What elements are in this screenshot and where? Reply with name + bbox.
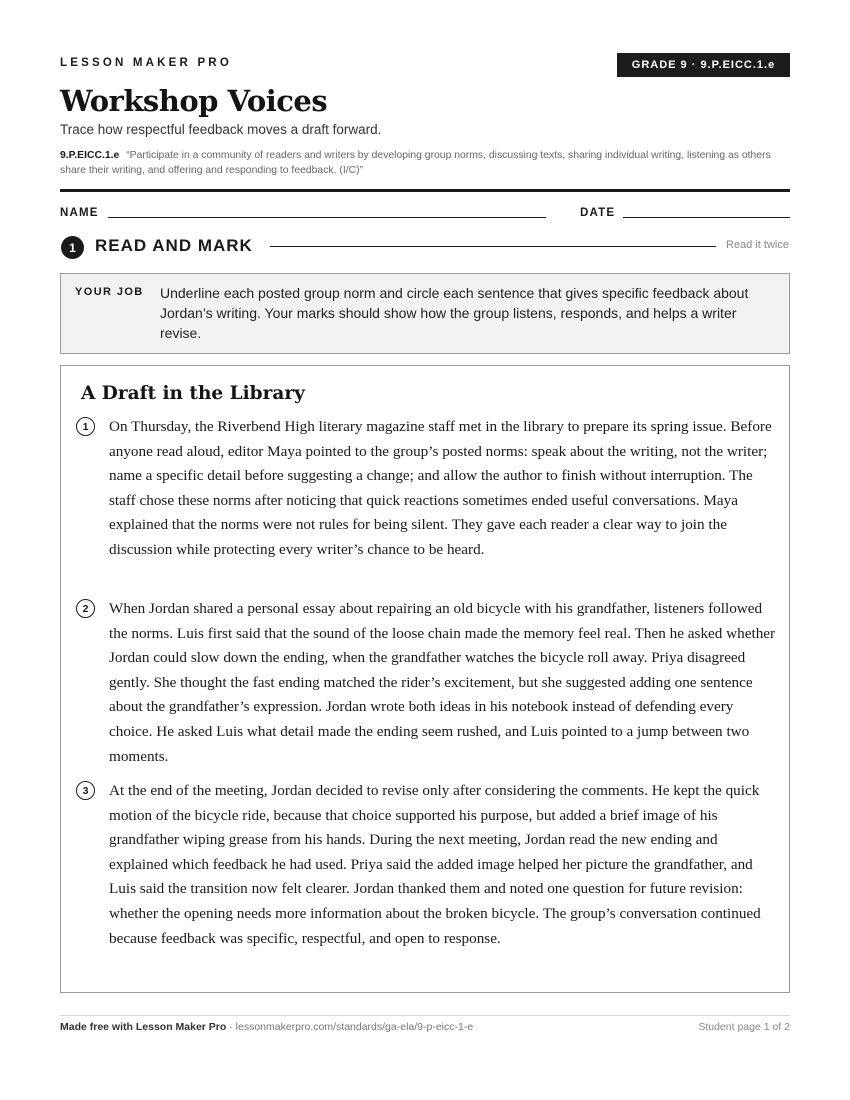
footer-page-number: Student page 1 of 2	[698, 1021, 790, 1033]
standard-text: “Participate in a community of readers and writers by developing group norms, discussing texts, sharing individual writing, listening as others share their writing, and offering and responding to feedback. (I/C)”	[60, 150, 771, 176]
section-note: Read it twice	[726, 239, 789, 251]
paragraph-text-1: On Thursday, the Riverbend High literary magazine staff met in the library to prepare its spring issue. Before anyone read aloud, editor Maya pointed to the group’s posted norms: speak about the writing, not the writer; name a specific detail before suggesting a change; and allow the author to finish without interruption. The staff chose these norms after noticing that quick reactions sometimes ended useful conversations. Maya explained that the norms were not rules for being silent. They gave each reader a clear way to join the discussion while protecting every writer’s chance to be heard.	[109, 418, 772, 558]
footer-url[interactable]: lessonmakerpro.com/standards/ga-ela/9-p-eicc-1-e	[235, 1021, 474, 1033]
job-box	[60, 273, 790, 354]
job-instructions: Underline each posted group norm and circle each sentence that gives specific feedback about Jordan’s writing. Your marks should show how the group listens, responds, and helps a writer revise.	[160, 285, 749, 341]
standard-code: 9.P.EICC.1.e	[60, 150, 120, 161]
header-divider	[60, 189, 790, 192]
name-label: NAME	[60, 207, 99, 219]
section-title: READ AND MARK	[95, 236, 253, 255]
passage-box	[60, 365, 790, 993]
page-title: Workshop Voices	[60, 84, 328, 118]
paragraph-text-2: When Jordan shared a personal essay about repairing an old bicycle with his grandfather, listeners followed the norms. Luis first said that the sound of the loose chain made the memory feel real. Then he asked whether Jordan could slow down the ending, when the grandfather watches the bicycle roll away. Priya disagreed gently. She thought the fast ending matched the rider’s excitement, but she suggested adding one sentence about the grandfather’s expression. Jordan wrote both ideas in his notebook instead of defending every choice. He asked Luis what detail made the ending seem rushed, and Luis pointed to a jump between two moments.	[109, 600, 776, 765]
section-divider	[270, 246, 716, 247]
page-subtitle: Trace how respectful feedback moves a draft forward.	[60, 122, 382, 137]
job-label: YOUR JOB	[75, 286, 144, 298]
standard-statement	[60, 148, 780, 178]
grade-badge: GRADE 9 · 9.P.EICC.1.e	[617, 53, 790, 77]
footer-divider	[60, 1015, 790, 1016]
paragraph-number-1: 1	[76, 417, 95, 436]
passage-title: A Draft in the Library	[81, 383, 305, 404]
paragraph-number-3: 3	[76, 781, 95, 800]
footer-credit	[60, 1021, 473, 1033]
date-field[interactable]	[623, 217, 790, 218]
date-label: DATE	[580, 207, 616, 219]
footer-made-with: Made free with Lesson Maker Pro	[60, 1021, 227, 1033]
footer-separator: ·	[226, 1021, 236, 1033]
paragraph-text-3: At the end of the meeting, Jordan decided to revise only after considering the comments. He kept the quick motion of the bicycle ride, because that choice supported his purpose, but added a brief image of his grandfather wiping grease from his hands. During the next meeting, Jordan read the new ending and explained which feedback he had used. Priya said the added image helped her picture the grandfather, and Luis said the transition now felt clearer. Jordan thanked them and noted one question for future revision: whether the opening needs more information about the broken bicycle. The group’s conversation continued because feedback was specific, respectful, and open to response.	[109, 782, 761, 947]
brand-wordmark: LESSON MAKER PRO	[60, 57, 232, 69]
name-field[interactable]	[108, 217, 546, 218]
paragraph-number-2: 2	[76, 599, 95, 618]
section-number-badge: 1	[61, 236, 84, 259]
